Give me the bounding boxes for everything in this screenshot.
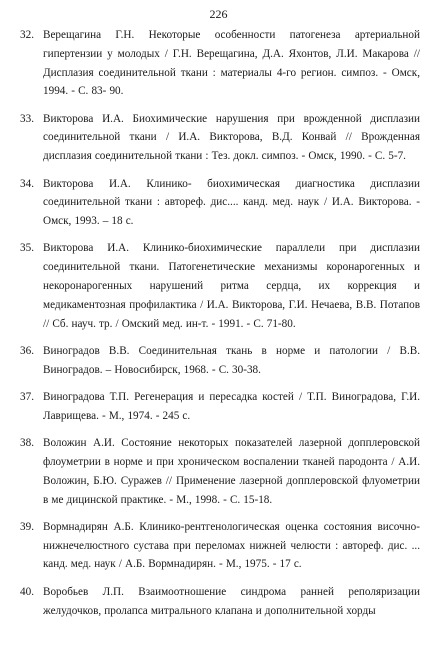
reference-list <box>20 26 420 629</box>
reference-item <box>20 26 420 101</box>
page-number: 226 <box>209 7 228 21</box>
reference-number: 32. <box>20 29 34 41</box>
reference-text: Верещагина Г.Н. Некоторые особенности патогенеза артериальной гипертензии у молодых / Г.Н. Верещагина, Д.А. Яхонтов, Л.И. Макарова // Дисплазия соединительной ткани : материалы 4-го регион. симпоз. - Омск, 1994. - С. 83- 90. <box>43 29 420 98</box>
reference-text: Вормнадирян А.Б. Клинико-рентгенологическая оценка состояния височно-нижнечелюстного сустава при переломах нижней челюсти : автореф. дис. ... канд. мед. наук / А.Б. Вормнадирян. - М., 1975. - 17 с. <box>43 520 420 571</box>
reference-text: Виноградов В.В. Соединительная ткань в норме и патологии / В.В. Виноградов. – Новосибирск, 1968. - С. 30-38. <box>43 344 420 376</box>
reference-text: Викторова И.А. Биохимические нарушения при врожденной дисплазии соединительной ткани / И.А. Викторова, В.Д. Конвай // Врожденная дисплазия соединительной ткани : Тез. докл. симпоз. - Омск, 1990. - С. 5-7. <box>43 112 420 163</box>
reference-number: 39. <box>20 520 34 533</box>
reference-item <box>20 239 420 333</box>
reference-number: 36. <box>20 344 34 357</box>
reference-item <box>20 388 420 426</box>
reference-number: 34. <box>20 177 34 190</box>
reference-item <box>20 518 420 574</box>
reference-text: Викторова И.А. Клинико- биохимическая диагностика дисплазии соединительной ткани : автореф. дис.... канд. мед. наук / И.А. Викторова. - Омск, 1993. – 18 с. <box>43 177 420 228</box>
reference-item <box>20 175 420 231</box>
reference-text: Воробьев Л.П. Взаимоотношение синдрома ранней реполяризации желудочков, пролапса митрального клапана и дополнительной хорды <box>43 585 420 617</box>
reference-number: 38. <box>20 437 34 450</box>
reference-item <box>20 110 420 166</box>
reference-number: 33. <box>20 112 34 125</box>
reference-text: Воложин А.И. Состояние некоторых показателей лазерной допплеровской флоуметрии в норме и при хроническом воспалении тканей пародонта / А.И. Воложин, Б.Ю. Суражев // Применение лазерной допплеровской флуометрии в ме дицинской практике. - М., 1998. - С. 15-18. <box>43 437 420 506</box>
reference-item <box>20 342 420 380</box>
reference-number: 35. <box>20 242 34 255</box>
reference-text: Виноградова Т.П. Регенерация и пересадка костей / Т.П. Виноградова, Г.И. Лаврищева. - М., 1974. - 245 с. <box>43 391 420 422</box>
reference-item <box>20 583 420 621</box>
reference-text: Викторова И.А. Клинико-биохимические параллели при дисплазии соединительной ткани. Патогенетические механизмы коронарогенных и некоронарогенных нарушений ритма сердца, их коррекция и медикаментозная профилактика / И.А. Викторова, Г.И. Нечаева, В.В. Потапов // Сб. науч. тр. / Омский мед. ин-т. - 1991. - С. 71-80. <box>43 242 420 330</box>
reference-number: 40. <box>20 585 34 598</box>
reference-number: 37. <box>20 391 34 404</box>
reference-item <box>20 434 420 509</box>
